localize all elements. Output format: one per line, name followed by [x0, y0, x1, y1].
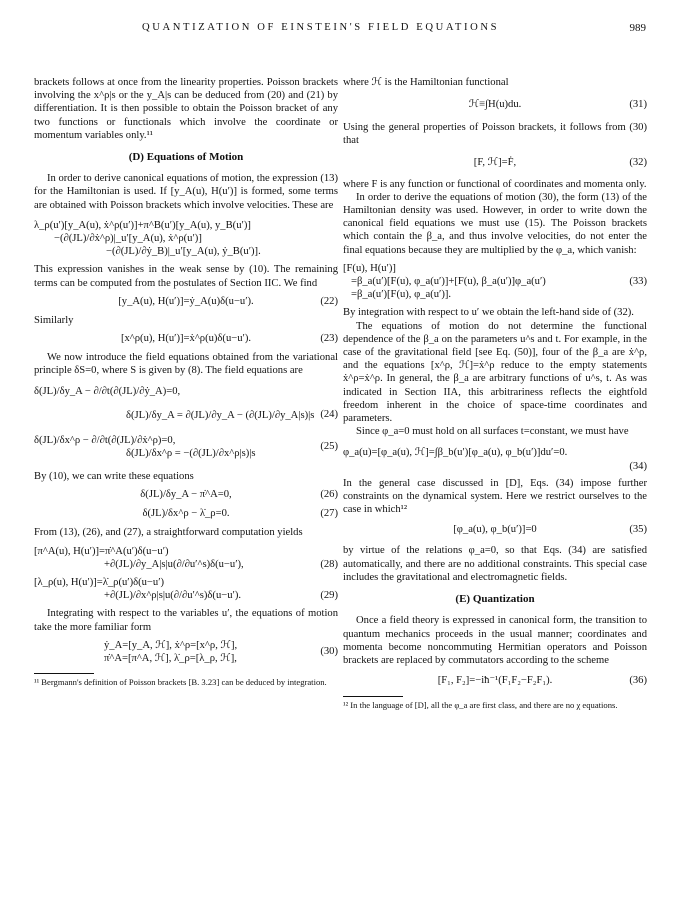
paragraph: by virtue of the relations φ_a=0, so that Eqs. (34) are satisfied automatically, and there are no additional constraints. This special case includes the gravitational and electromagnetic fields.	[343, 545, 647, 583]
equation-number: (33)	[629, 275, 647, 287]
equation-line: [F(u), H(u′)]	[343, 262, 396, 274]
equation-text: [φ_a(u), φ_b(u′)]=0	[453, 524, 537, 536]
equation-line: +∂(JL)/∂x^ρ|s|u(∂/∂u′^s)δ(u−u′).	[104, 590, 242, 602]
equation-29	[34, 576, 338, 602]
equation-31	[343, 98, 647, 112]
paragraph: This expression vanishes in the weak sense by (10). The remaining terms can be computed from the postulates of Section IIC. We find	[34, 264, 338, 289]
equation-text: δ(JL)/δx^ρ − λ̇_ρ=0.	[142, 508, 230, 520]
equation-line: [π^A(u), H(u′)]=π̇^A(u′)δ(u−u′)	[34, 545, 169, 557]
page-header	[34, 22, 646, 38]
equation-line: −(∂(JL)/∂ẋ^ρ)|_u′[y_A(u), ẋ^ρ(u′)]	[54, 233, 202, 245]
equation-number: (34)	[629, 460, 647, 472]
equation-number: (36)	[629, 675, 647, 687]
paragraph: In order to derive canonical equations of motion, the expression (13) for the Hamiltonian is used. If [y_A(u), H(u′)] is formed, some terms are obtained with Poisson brackets which involve velocities. These are	[34, 173, 338, 211]
equation-22	[34, 295, 338, 309]
equation-24	[34, 385, 338, 421]
equation-text: ℋ≡∫H(u)du.	[468, 99, 522, 111]
equation-text: [y_A(u), H(u′)]=ẏ_A(u)δ(u−u′).	[118, 295, 254, 307]
paragraph: Integrating with respect to the variables u′, the equations of motion take the more familiar form	[34, 608, 338, 633]
equation-34	[343, 446, 647, 472]
equation-35	[343, 523, 647, 537]
paragraph: The equations of motion do not determine the functional dependence of the β_a on the parameters u^s and t. For example, in the case of the gravitational field [see Eq. (50)], four of the β_a are ẋ^ρ, and the equations [x^ρ, ℋ]=ẋ^ρ reduce to the empty statements ẋ^ρ=ẋ^ρ. In general, the β_a are arbitrary functions of u^s, t. As was indicated in Section IIA, this arbitrariness reflects the eightfold freedom inherent in the choice of space-time coordinates and parameters.	[343, 320, 647, 425]
paragraph: In order to derive the equations of motion (30), the form (13) of the Hamiltonian density was used. However, in order to write down the canonical field equations we must use (15). The Poisson brackets which contain the β_a, and thus involve velocities, do not enter the final equations because they are multiplied by the φ_a, which vanish:	[343, 191, 647, 256]
footnote-rule	[343, 696, 403, 697]
paragraph: Using the general properties of Poisson brackets, it follows from (30) that	[343, 122, 647, 147]
right-column	[343, 76, 647, 711]
paragraph: Since φ_a=0 must hold on all surfaces t=constant, we must have	[356, 426, 629, 438]
equation-line: φ_a(u)=[φ_a(u), ℋ]=∫β_b(u′)[φ_a(u), φ_b(u′)]du′=0.	[343, 447, 568, 459]
equation-number: (29)	[320, 590, 338, 602]
equation-number: (35)	[629, 524, 647, 536]
equation-33	[343, 262, 647, 302]
paragraph: From (13), (26), and (27), a straightforward computation yields	[34, 527, 303, 539]
equation-line: +∂(JL)/∂y_A|s|u(∂/∂u′^s)δ(u−u′),	[104, 558, 244, 570]
section-heading-d: (D) Equations of Motion	[128, 151, 244, 164]
equation-number: (22)	[320, 295, 338, 307]
paragraph: Once a field theory is expressed in canonical form, the transition to quantum mechanics proceeds in the usual manner; coordinates and momenta become noncommuting Hermitian operators and Poisson brackets are replaced by commutators according to the scheme	[343, 615, 647, 666]
equation-number: (24)	[320, 409, 338, 421]
equation-line: ẏ_A=[y_A, ℋ], ẋ^ρ=[x^ρ, ℋ],	[104, 639, 238, 651]
equation-number: (30)	[320, 645, 338, 657]
footnote-11: ¹¹ Bergmann's definition of Poisson brackets [B. 3.23] can be deduced by integration.	[34, 677, 327, 688]
equation-line: δ(JL)/δy_A − ∂/∂t(∂(JL)/∂ẏ_A)=0,	[34, 386, 181, 398]
paragraph: where ℋ is the Hamiltonian functional	[343, 77, 509, 88]
equation-line: π̇^A=[π^A, ℋ], λ̇_ρ=[λ_ρ, ℋ],	[104, 653, 237, 665]
equation-line: δ(JL)/δy_A = ∂(JL)/∂y_A − (∂(JL)/∂y_A|s)|s	[126, 409, 315, 421]
equation-number: (31)	[629, 99, 647, 111]
equation-line: =β_a(u′)[F(u), φ_a(u′)].	[351, 289, 452, 301]
equation-23	[34, 332, 338, 346]
equation-text: δ(JL)/δy_A − π̇^A=0,	[140, 489, 232, 501]
paragraph: Similarly	[34, 314, 74, 326]
equation-36	[343, 674, 647, 688]
equation-text: [x^ρ(u), H(u′)]=ẋ^ρ(u)δ(u−u′).	[120, 333, 252, 345]
paragraph: By integration with respect to u′ we obtain the left-hand side of (32).	[343, 307, 634, 319]
equation-block	[34, 219, 338, 259]
equation-line: [λ_ρ(u), H(u′)]=λ̇_ρ(u′)δ(u−u′)	[34, 577, 165, 589]
equation-number: (23)	[320, 333, 338, 345]
equation-text: [F, ℋ]=Ḟ,	[473, 156, 517, 168]
left-column	[34, 76, 338, 688]
paragraph: where F is any function or functional of coordinates and momenta only.	[343, 178, 647, 190]
equation-line: δ(JL)/δx^ρ − ∂/∂t(∂(JL)/∂ẋ^ρ)=0,	[34, 434, 176, 446]
equation-number: (32)	[629, 156, 647, 168]
equation-27	[34, 507, 338, 521]
equation-number: (28)	[320, 558, 338, 570]
equation-30	[34, 639, 338, 665]
equation-text: [F₁, F₂]=−iħ⁻¹(F₁F₂−F₂F₁).	[437, 675, 553, 687]
equation-number: (25)	[320, 440, 338, 452]
footnote-12: ¹² In the language of [D], all the φ_a are first class, and there are no χ equations.	[343, 700, 618, 711]
equation-number: (27)	[320, 508, 338, 520]
running-head: QUANTIZATION OF EINSTEIN'S FIELD EQUATIONS	[142, 22, 500, 33]
equation-26	[34, 488, 338, 502]
section-heading-e: (E) Quantization	[455, 593, 535, 606]
equation-line: =β_a(u′)[F(u), φ_a(u′)]+[F(u), β_a(u′)]φ_a(u′)	[351, 276, 546, 288]
equation-line: λ_ρ(u′)[y_A(u), ẋ^ρ(u′)]+π^B(u′)[y_A(u), y_B(u′)]	[34, 219, 251, 231]
equation-number: (26)	[320, 489, 338, 501]
equation-line: δ(JL)/δx^ρ = −(∂(JL)/∂x^ρ|s)|s	[126, 448, 256, 460]
paragraph: We now introduce the field equations obtained from the variational principle δS=0, where S is given by (8). The field equations are	[34, 352, 338, 377]
paragraph: By (10), we can write these equations	[34, 471, 194, 483]
paragraph: brackets follows at once from the linearity properties. Poisson brackets involving the x^ρ|s or the y_A|s can be deduced from (20) and (21) by differentiation. It is then possible to obtain the Poisson bracket of any two functions or functionals which involve the coordinate or momentum variables only.¹¹	[34, 77, 338, 141]
equation-line: −(∂(JL)/∂ẏ_B)|_u′[y_A(u), ẏ_B(u′)].	[106, 246, 261, 258]
footnote-rule	[34, 673, 94, 674]
equation-32	[343, 156, 647, 170]
page-number: 989	[629, 22, 646, 34]
equation-28	[34, 545, 338, 571]
equation-25	[34, 434, 338, 460]
paragraph: In the general case discussed in [D], Eqs. (34) impose further constraints on the dynamical system. Here we restrict ourselves to the case in which¹²	[343, 477, 647, 516]
